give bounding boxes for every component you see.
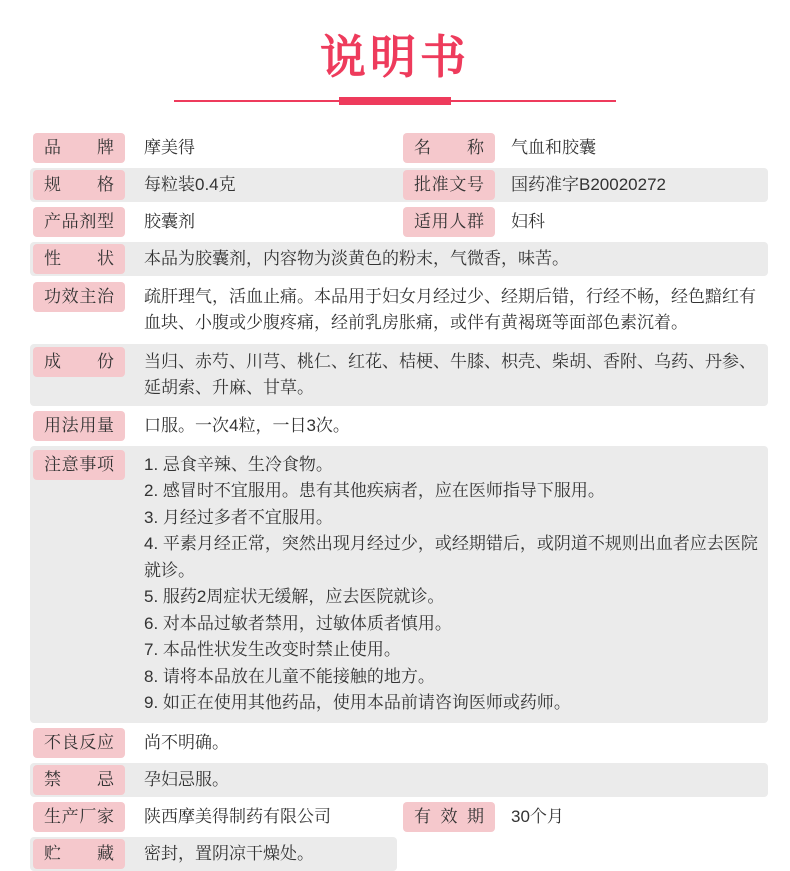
spec-value: 每粒装0.4克 bbox=[144, 174, 236, 194]
brand-value: 摩美得 bbox=[144, 137, 195, 157]
precautions-label: 注意事项 bbox=[33, 450, 125, 480]
dosage-form-label: 产品剂型 bbox=[33, 207, 125, 237]
ingredients-label: 成份 bbox=[33, 347, 125, 377]
ingredients-value: 当归、赤芍、川芎、桃仁、红花、桔梗、牛膝、枳壳、柴胡、香附、乌药、丹参、延胡索、升麻、甘草。 bbox=[144, 351, 756, 398]
title-underline bbox=[174, 97, 616, 105]
cell-brand bbox=[30, 131, 400, 165]
cell-approval bbox=[400, 168, 768, 202]
row-ingredients bbox=[30, 344, 768, 406]
validity-value: 30个月 bbox=[511, 806, 564, 826]
storage-stripe bbox=[30, 837, 397, 871]
row-form-group bbox=[30, 205, 768, 239]
cell-target-group bbox=[400, 205, 768, 239]
precautions-list bbox=[144, 450, 768, 717]
precaution-item: 4. 平素月经正常，突然出现月经过少，或经期错后，或阴道不规则出血者应去医院就诊。 bbox=[144, 534, 758, 580]
adverse-reactions-label: 不良反应 bbox=[33, 728, 125, 758]
precaution-item: 1. 忌食辛辣、生冷食物。 bbox=[144, 454, 333, 474]
name-value: 气血和胶囊 bbox=[511, 137, 596, 157]
precaution-item: 8. 请将本品放在儿童不能接触的地方。 bbox=[144, 666, 435, 686]
precaution-item: 2. 感冒时不宜服用。患有其他疾病者，应在医师指导下服用。 bbox=[144, 481, 605, 501]
spec-label: 规格 bbox=[33, 170, 125, 200]
precaution-item: 9. 如正在使用其他药品，使用本品前请咨询医师或药师。 bbox=[144, 693, 571, 713]
precaution-item: 6. 对本品过敏者禁用，过敏体质者慎用。 bbox=[144, 613, 452, 633]
indications-label: 功效主治 bbox=[33, 282, 125, 312]
name-label: 名称 bbox=[403, 133, 495, 163]
cell-name bbox=[400, 131, 768, 165]
cell-adverse-reactions bbox=[30, 726, 768, 760]
row-manufacturer-validity bbox=[30, 800, 768, 834]
cell-dosage-form bbox=[30, 205, 400, 239]
manufacturer-value: 陕西摩美得制药有限公司 bbox=[144, 806, 331, 826]
cell-ingredients bbox=[30, 344, 768, 406]
row-adverse-reactions bbox=[30, 726, 768, 760]
row-spec-approval bbox=[30, 168, 768, 202]
cell-validity bbox=[400, 800, 768, 834]
row-brand-name bbox=[30, 131, 768, 165]
cell-contraindications bbox=[30, 763, 768, 797]
indications-value: 疏肝理气，活血止痛。本品用于妇女月经过少、经期后错，行经不畅，经色黯红有血块、小腹或少腹疼痛，经前乳房胀痛，或伴有黄褐斑等面部色素沉着。 bbox=[144, 286, 756, 333]
brand-label: 品牌 bbox=[33, 133, 125, 163]
precaution-item: 3. 月经过多者不宜服用。 bbox=[144, 507, 333, 527]
cell-precautions bbox=[30, 446, 768, 723]
cell-usage bbox=[30, 409, 768, 443]
row-characteristics bbox=[30, 242, 768, 276]
precaution-item: 5. 服药2周症状无缓解，应去医院就诊。 bbox=[144, 587, 445, 607]
target-group-value: 妇科 bbox=[511, 211, 545, 231]
row-storage bbox=[30, 837, 768, 871]
storage-value: 密封，置阴凉干燥处。 bbox=[144, 843, 314, 863]
approval-value: 国药准字B20020272 bbox=[511, 174, 666, 194]
page-title: 说明书 bbox=[320, 32, 470, 83]
row-indications bbox=[30, 279, 768, 341]
row-usage bbox=[30, 409, 768, 443]
validity-label: 有效期 bbox=[403, 802, 495, 832]
cell-spec bbox=[30, 168, 400, 202]
row-precautions bbox=[30, 446, 768, 723]
title-underline-bar bbox=[339, 97, 451, 105]
adverse-reactions-value: 尚不明确。 bbox=[144, 732, 229, 752]
cell-manufacturer bbox=[30, 800, 400, 834]
spec-sheet bbox=[30, 131, 768, 871]
characteristics-value: 本品为胶囊剂，内容物为淡黄色的粉末，气微香，味苦。 bbox=[144, 248, 569, 268]
cell-characteristics bbox=[30, 242, 768, 276]
cell-indications bbox=[30, 279, 768, 341]
contraindications-value: 孕妇忌服。 bbox=[144, 769, 229, 789]
dosage-form-value: 胶囊剂 bbox=[144, 211, 195, 231]
manufacturer-label: 生产厂家 bbox=[33, 802, 125, 832]
usage-label: 用法用量 bbox=[33, 411, 125, 441]
row-contraindications bbox=[30, 763, 768, 797]
approval-label: 批准文号 bbox=[403, 170, 495, 200]
characteristics-label: 性状 bbox=[33, 244, 125, 274]
target-group-label: 适用人群 bbox=[403, 207, 495, 237]
precaution-item: 7. 本品性状发生改变时禁止使用。 bbox=[144, 640, 401, 660]
contraindications-label: 禁忌 bbox=[33, 765, 125, 795]
storage-label: 贮藏 bbox=[33, 839, 125, 869]
usage-value: 口服。一次4粒，一日3次。 bbox=[144, 415, 350, 435]
